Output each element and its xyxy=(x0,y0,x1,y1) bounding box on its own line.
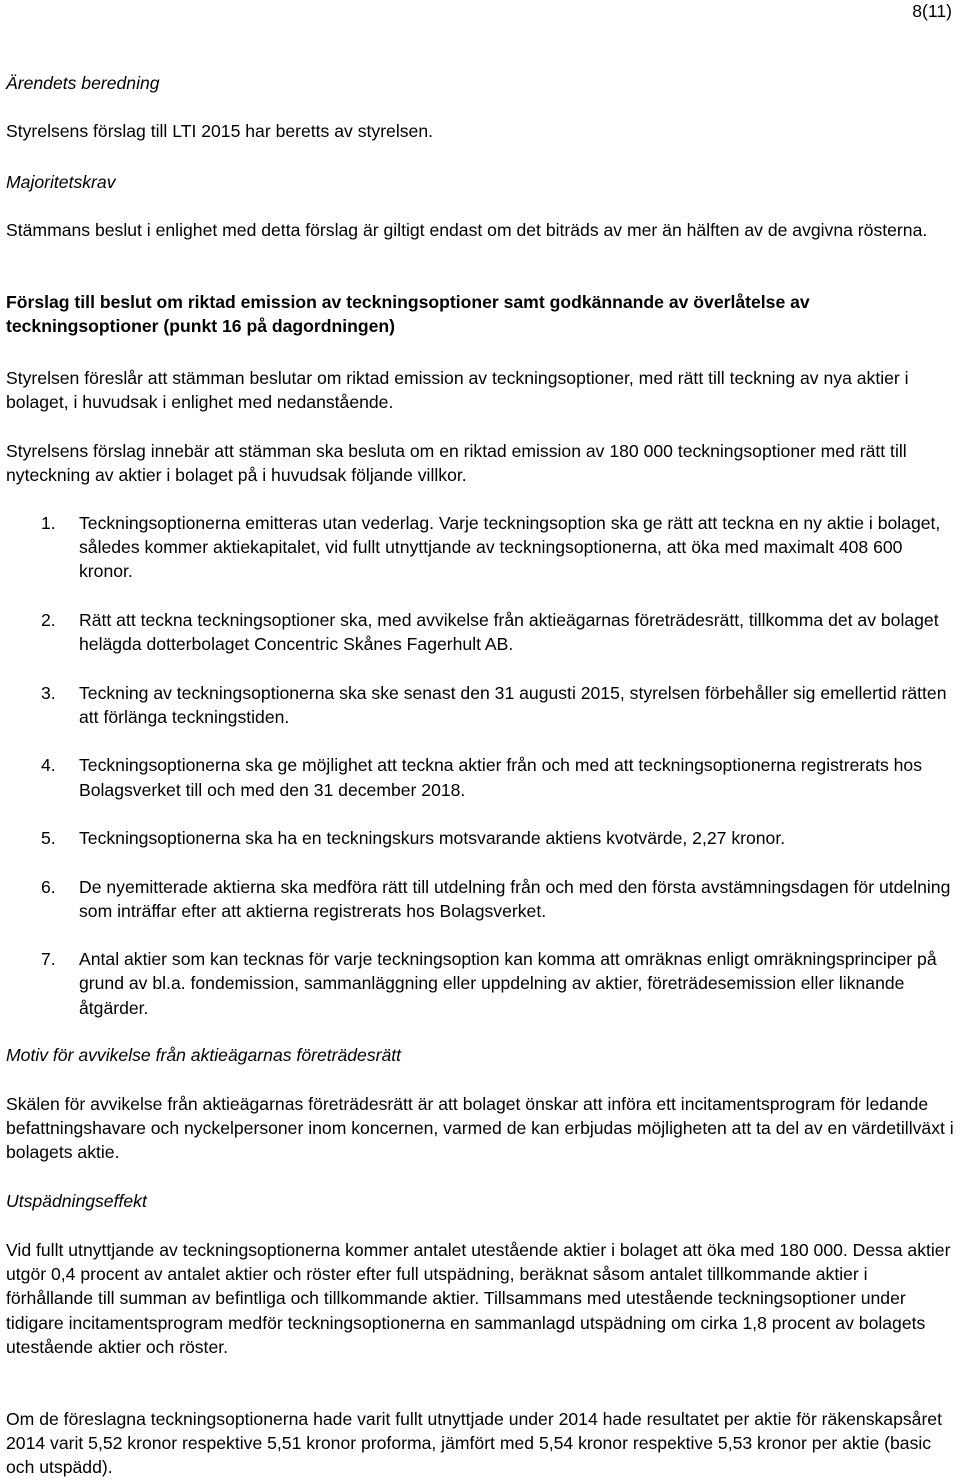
villkor-item xyxy=(6,511,956,584)
paragraph-majoritetskrav: Stämmans beslut i enlighet med detta förslag är giltigt endast om det biträds av mer än hälften av de avgivna rösterna. xyxy=(6,220,928,240)
villkor-number: 2. xyxy=(41,609,56,630)
section-heading-motiv: Motiv för avvikelse från aktieägarnas företrädesrätt xyxy=(6,1045,402,1065)
villkor-item xyxy=(6,826,956,850)
paragraph-motiv: Skälen för avvikelse från aktieägarnas företrädesrätt är att bolaget önskar att införa ett incitamentsprogram för ledande befattningshavare och nyckelpersoner inom koncernen, varmed de kan erbjudas möjligheten att ta del av en värdetillväxt i bolagets aktie. xyxy=(6,1094,954,1163)
paragraph-forslag-2: Styrelsens förslag innebär att stämman ska besluta om en riktad emission av 180 000 teckningsoptioner med rätt till nyteckning av aktier i bolaget på i huvudsak följande villkor. xyxy=(6,441,907,486)
section-heading-forslag: Förslag till beslut om riktad emission av teckningsoptioner samt godkännande av överlåtelse av teckningsoptioner (punkt 16 på dagordningen) xyxy=(6,292,810,337)
villkor-list xyxy=(6,511,956,1044)
villkor-text: Teckning av teckningsoptionerna ska ske senast den 31 augusti 2015, styrelsen förbehåller sig emellertid rätten att förlänga teckningstiden. xyxy=(79,682,947,727)
villkor-number: 4. xyxy=(41,755,56,776)
paragraph-beredning: Styrelsens förslag till LTI 2015 har beretts av styrelsen. xyxy=(6,121,434,141)
villkor-text: De nyemitterade aktierna ska medföra rätt till utdelning från och med den första avstämningsdagen för utdelning som inträffar efter att aktierna registrerats hos Bolagsverket. xyxy=(79,876,951,921)
villkor-item xyxy=(6,875,956,923)
paragraph-utspadning-2: Om de föreslagna teckningsoptionerna hade varit fullt utnyttjade under 2014 hade resultatet per aktie för räkenskapsåret 2014 varit 5,52 kronor respektive 5,51 kronor proforma, jämfört med 5,54 kronor respektive 5,53 kronor per aktie (basic och utspädd). xyxy=(6,1409,942,1478)
paragraph-utspadning-1: Vid fullt utnyttjande av teckningsoptionerna kommer antalet utestående aktier i bolaget att öka med 180 000. Dessa aktier utgör 0,4 procent av antalet aktier och röster efter full utspädning, beräknat såsom antalet tillkommande aktier i förhållande till summan av befintliga och tillkommande aktier. Tillsammans med utestående teckningsoptioner under tidigare incitamentsprogram medför teckningsoptionerna en sammanlagd utspädning om cirka 1,8 procent av bolagets utestående aktier och röster. xyxy=(6,1240,951,1357)
villkor-text: Rätt att teckna teckningsoptioner ska, med avvikelse från aktieägarnas företrädesrätt, tillkomma det av bolaget helägda dotterbolaget Concentric Skånes Fagerhult AB. xyxy=(79,609,939,655)
villkor-number: 5. xyxy=(41,828,56,849)
section-heading-beredning: Ärendets beredning xyxy=(6,73,160,93)
section-heading-majoritetskrav: Majoritetskrav xyxy=(6,172,116,192)
villkor-number: 6. xyxy=(41,876,56,897)
villkor-item xyxy=(6,753,956,801)
paragraph-forslag-1: Styrelsen föreslår att stämman beslutar om riktad emission av teckningsoptioner, med rätt till teckning av nya aktier i bolaget, i huvudsak i enlighet med nedanstående. xyxy=(6,368,909,413)
villkor-number: 3. xyxy=(41,682,56,703)
villkor-number: 7. xyxy=(41,949,56,970)
villkor-text: Teckningsoptionerna emitteras utan vederlag. Varje teckningsoption ska ge rätt att teckna en ny aktie i bolaget, således kommer aktiekapitalet, vid fullt utnyttjande av teckningsoptionerna, att öka med maximalt 408 600 kronor. xyxy=(79,513,941,582)
villkor-text: Teckningsoptionerna ska ha en teckningskurs motsvarande aktiens kvotvärde, 2,27 kronor. xyxy=(79,828,786,849)
villkor-number: 1. xyxy=(41,513,56,533)
villkor-item xyxy=(6,947,956,1020)
villkor-item xyxy=(6,681,956,729)
section-heading-utspadning: Utspädningseffekt xyxy=(6,1191,147,1211)
villkor-text: Antal aktier som kan tecknas för varje teckningsoption kan komma att omräknas enligt omräkningsprinciper på grund av bl.a. fondemission, sammanläggning eller uppdelning av aktier, företrädesemission eller liknande åtgärder. xyxy=(79,949,937,1018)
page-number: 8(11) xyxy=(912,1,952,21)
villkor-item xyxy=(6,608,956,656)
villkor-text: Teckningsoptionerna ska ge möjlighet att teckna aktier från och med att teckningsoptionerna registrerats hos Bolagsverket till och med den 31 december 2018. xyxy=(79,755,923,800)
